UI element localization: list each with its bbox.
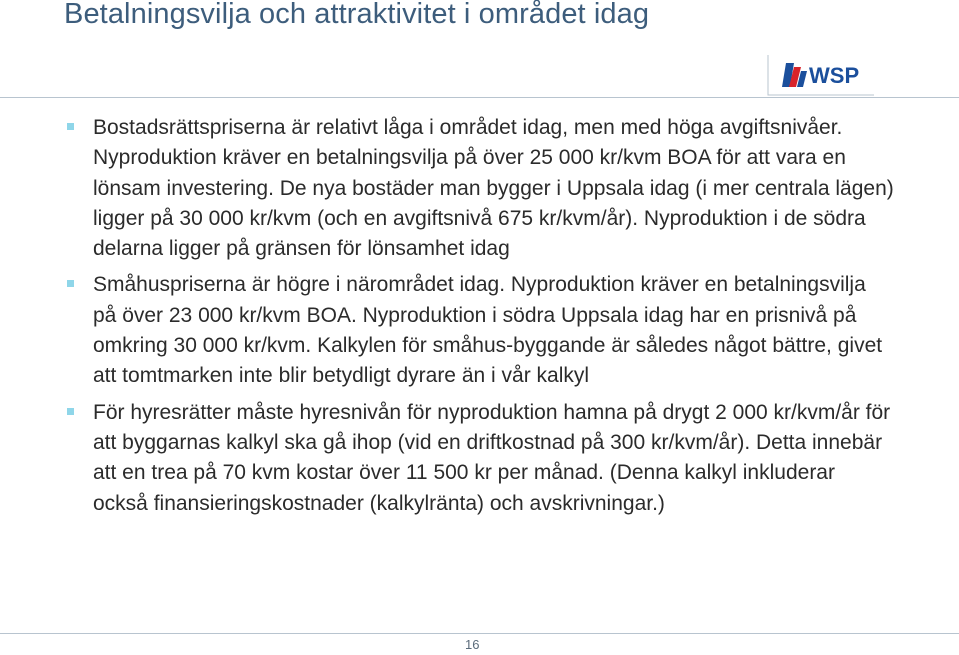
bullet-item [64, 113, 894, 264]
wsp-logo [766, 53, 876, 97]
bullet-item [64, 270, 894, 391]
footer-divider [0, 633, 959, 634]
logo-text: WSP [809, 63, 860, 88]
bullet-text: Småhuspriserna är högre i närområdet idag. Nyproduktion kräver en betalningsvilja på över 23 000 kr/kvm BOA. Nyproduktion i södra Uppsala idag har en prisnivå på omkring 30 000 kr/kvm. Kalkylen för småhus-byggande är således något bättre, givet att tomtmarken inte blir betydligt dyrare än i vår kalkyl [93, 273, 883, 388]
slide-title: Betalningsvilja och attraktivitet i området idag [64, 0, 650, 30]
bullet-text: Bostadsrättspriserna är relativt låga i området idag, men med höga avgiftsnivåer. Nyproduktion kräver en betalningsvilja på över 25 000 kr/kvm BOA för att vara en lönsam investering. De nya bostäder man bygger i Uppsala idag (i mer centrala lägen) ligger på 30 000 kr/kvm (och en avgiftsnivå 675 kr/kvm/år). Nyproduktion i de södra delarna ligger på gränsen för lönsamhet idag [93, 116, 894, 261]
bullet-square-icon [67, 408, 74, 415]
bullet-square-icon [67, 280, 74, 287]
bullet-item [64, 398, 894, 519]
bullet-list [64, 113, 894, 519]
wsp-logo-icon [766, 53, 876, 97]
page-number: 16 [465, 637, 480, 652]
bullet-square-icon [67, 123, 74, 130]
header-divider [0, 97, 959, 98]
bullet-text: För hyresrätter måste hyresnivån för nyproduktion hamna på drygt 2 000 kr/kvm/år för att byggarnas kalkyl ska gå ihop (vid en driftkostnad på 300 kr/kvm/år). Detta innebär att en trea på 70 kvm kostar över 11 500 kr per månad. (Denna kalkyl inkluderar också finansieringskostnader (kalkylränta) och avskrivningar.) [93, 400, 891, 515]
